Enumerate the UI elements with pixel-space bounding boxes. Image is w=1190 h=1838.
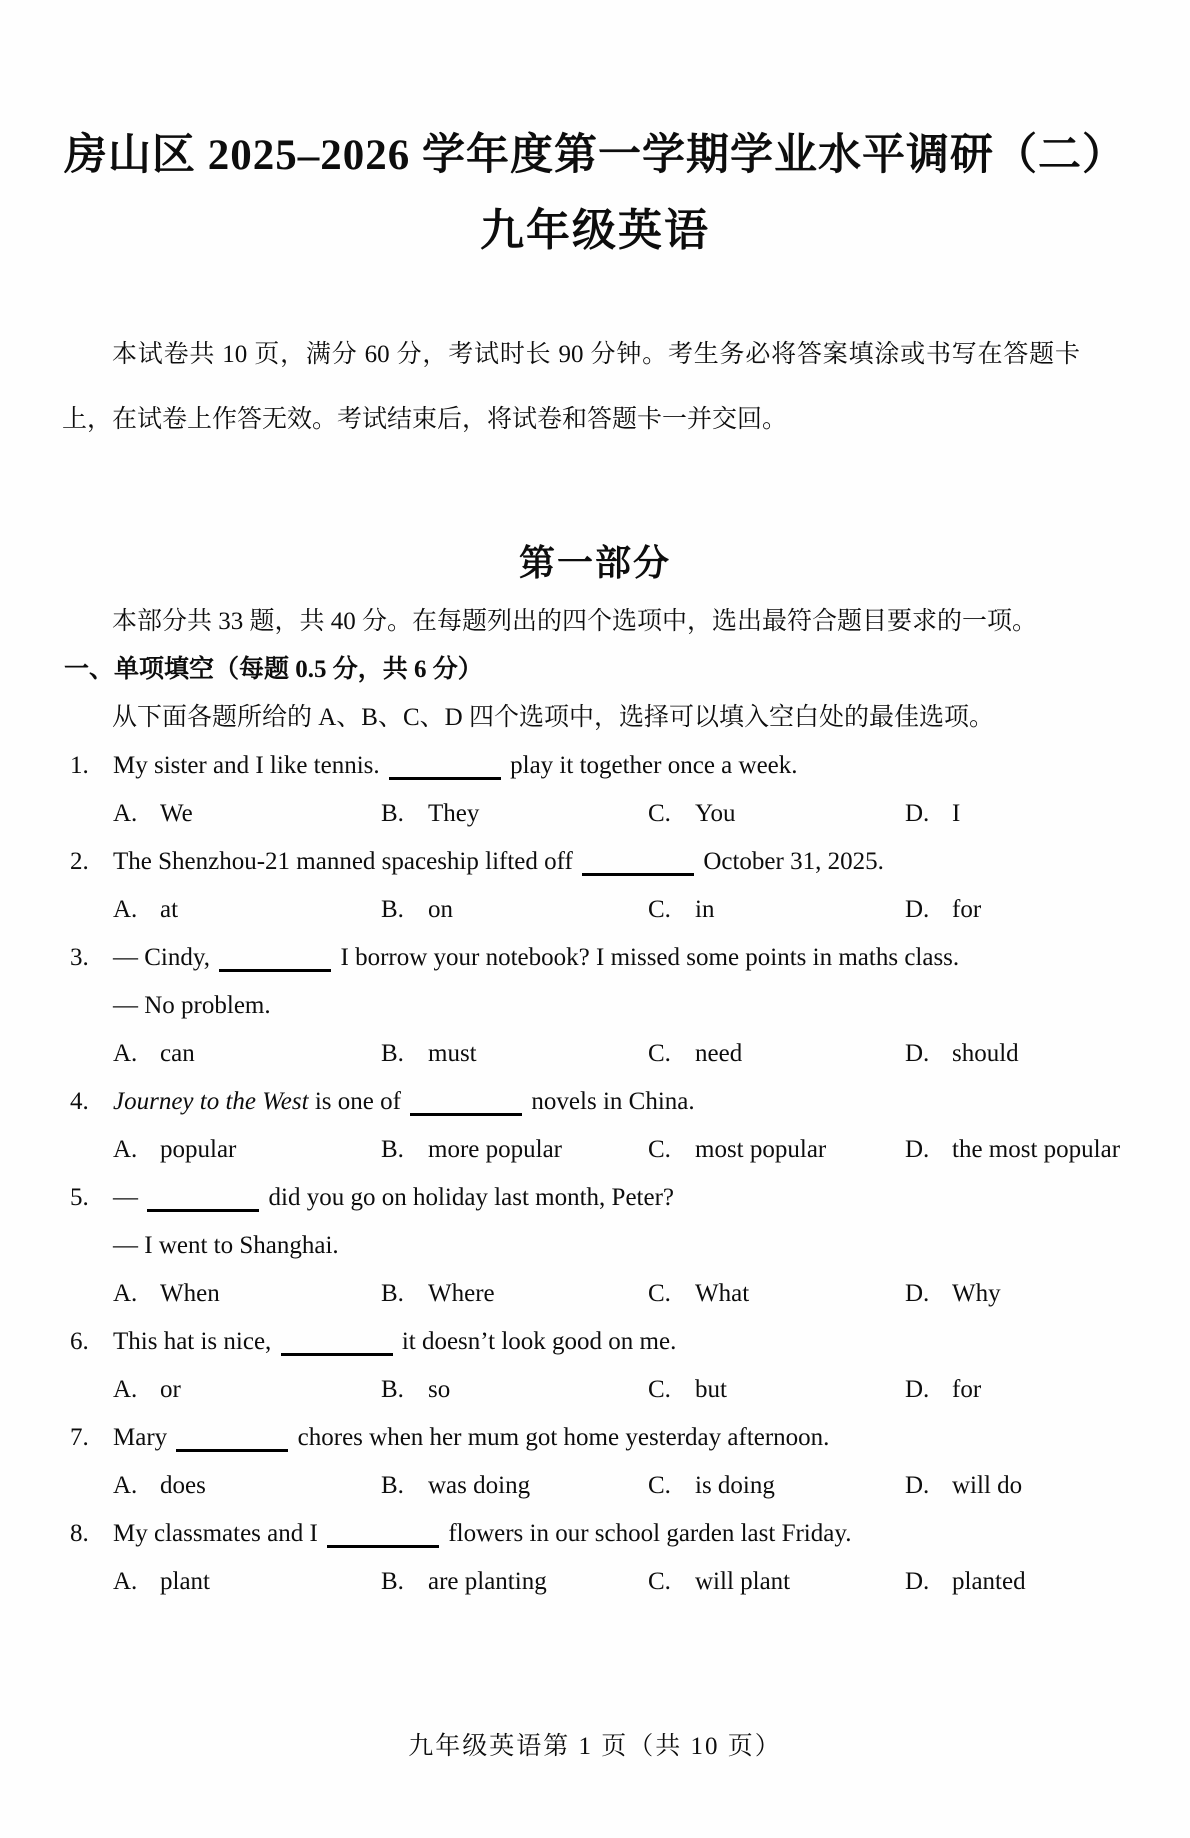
answer-blank-line (176, 1419, 288, 1452)
option-letter: A. (113, 800, 138, 827)
option-letter: C. (648, 1280, 671, 1307)
answer-option (113, 1366, 381, 1414)
option-text: most popular (695, 1136, 827, 1163)
question-options-row (0, 1558, 1190, 1606)
section1-heading: 一、单项填空（每题 0.5 分，共 6 分） (64, 656, 483, 683)
option-text: so (428, 1376, 451, 1403)
option-letter: A. (113, 1472, 138, 1499)
question-number: 2. (70, 848, 89, 875)
option-text: does (160, 1472, 206, 1499)
answer-option (648, 1366, 905, 1414)
answer-blank-line (410, 1083, 522, 1116)
answer-option (905, 1270, 1001, 1318)
part1-heading: 第一部分 (518, 543, 671, 583)
option-letter: A. (113, 1376, 138, 1403)
answer-blank-line (147, 1179, 259, 1212)
option-letter: D. (905, 1040, 930, 1067)
answer-option (648, 790, 905, 838)
option-text: planted (952, 1568, 1026, 1595)
option-text: the most popular (952, 1136, 1121, 1163)
option-text: for (952, 896, 982, 923)
answer-option (381, 1558, 648, 1606)
option-text: on (428, 896, 453, 923)
option-text: will plant (695, 1568, 791, 1595)
option-text: We (160, 800, 193, 827)
option-text: popular (160, 1136, 237, 1163)
option-letter: A. (113, 1568, 138, 1595)
answer-option (113, 1030, 381, 1078)
stem-text: flowers in our school garden last Friday. (442, 1520, 852, 1547)
question-number: 6. (70, 1328, 89, 1355)
answer-option (113, 1462, 381, 1510)
question-options-row (0, 1270, 1190, 1318)
option-text: or (160, 1376, 181, 1403)
answer-option (905, 1558, 1026, 1606)
answer-option (905, 1030, 1019, 1078)
answer-option (905, 886, 981, 934)
stem-text: Mary (113, 1424, 174, 1451)
option-letter: B. (381, 800, 404, 827)
option-text: in (695, 896, 715, 923)
answer-option (648, 1462, 905, 1510)
stem-text: chores when her mum got home yesterday afternoon. (291, 1424, 830, 1451)
stem-text: This hat is nice, (113, 1328, 278, 1355)
answer-option (381, 1462, 648, 1510)
option-letter: C. (648, 1568, 671, 1595)
option-text: Where (428, 1280, 495, 1307)
answer-option (905, 1126, 1120, 1174)
question-stem-line (0, 1510, 1190, 1558)
question-number: 8. (70, 1520, 89, 1547)
answer-option (648, 1030, 905, 1078)
stem-text: My classmates and I (113, 1520, 325, 1547)
question-options-row (0, 1126, 1190, 1174)
stem-text: October 31, 2025. (697, 848, 884, 875)
exam-subject: 九年级英语 (480, 206, 710, 255)
answer-option (381, 1126, 648, 1174)
answer-blank-line (219, 939, 331, 972)
question-stem-line (0, 838, 1190, 886)
answer-option (381, 1030, 648, 1078)
question-number: 4. (70, 1088, 89, 1115)
option-letter: B. (381, 1472, 404, 1499)
option-letter: C. (648, 1472, 671, 1499)
question-number: 1. (70, 752, 89, 779)
question-list (0, 742, 1190, 1606)
part1-intro: 本部分共 33 题，共 40 分。在每题列出的四个选项中，选出最符合题目要求的一项。 (112, 608, 1038, 635)
answer-blank-line (327, 1515, 439, 1548)
question-stem-line (0, 1174, 1190, 1222)
question-number: 5. (70, 1184, 89, 1211)
option-text: You (695, 800, 736, 827)
question-stem-line (0, 1414, 1190, 1462)
stem-text: My sister and I like tennis. (113, 752, 386, 779)
stem-text: novels in China. (525, 1088, 695, 1115)
option-text: plant (160, 1568, 210, 1595)
option-letter: D. (905, 800, 930, 827)
question-options-row (0, 790, 1190, 838)
question-number: 3. (70, 944, 89, 971)
option-letter: A. (113, 1136, 138, 1163)
option-letter: D. (905, 1568, 930, 1595)
question-number: 7. (70, 1424, 89, 1451)
stem-text: — (113, 1184, 145, 1211)
question-options-row (0, 1366, 1190, 1414)
option-text: should (952, 1040, 1019, 1067)
section1-instruction: 从下面各题所给的 A、B、C、D 四个选项中，选择可以填入空白处的最佳选项。 (112, 704, 994, 731)
answer-option (113, 790, 381, 838)
answer-option (113, 886, 381, 934)
option-text: When (160, 1280, 220, 1307)
option-text: What (695, 1280, 750, 1307)
answer-option (905, 790, 960, 838)
option-letter: B. (381, 1568, 404, 1595)
answer-option (648, 1126, 905, 1174)
option-text: need (695, 1040, 743, 1067)
answer-blank-line (281, 1323, 393, 1356)
option-text: must (428, 1040, 477, 1067)
answer-option (381, 1270, 648, 1318)
question-dialogue-line: — I went to Shanghai. (113, 1232, 339, 1259)
option-text: at (160, 896, 179, 923)
question-options-row (0, 1030, 1190, 1078)
option-text: was doing (428, 1472, 531, 1499)
stem-text: it doesn’t look good on me. (395, 1328, 677, 1355)
option-letter: C. (648, 1040, 671, 1067)
answer-blank-line (582, 843, 694, 876)
answer-option (905, 1462, 1022, 1510)
option-letter: A. (113, 1280, 138, 1307)
answer-option (381, 886, 648, 934)
stem-text: play it together once a week. (503, 752, 798, 779)
option-letter: C. (648, 896, 671, 923)
stem-text: is one of (308, 1088, 408, 1115)
option-letter: C. (648, 800, 671, 827)
page-footer: 九年级英语第 1 页（共 10 页） (408, 1733, 782, 1760)
option-letter: B. (381, 1136, 404, 1163)
stem-text: did you go on holiday last month, Peter? (262, 1184, 675, 1211)
option-letter: D. (905, 1376, 930, 1403)
question-stem-line (0, 1078, 1190, 1126)
answer-option (648, 1558, 905, 1606)
option-text: is doing (695, 1472, 775, 1499)
answer-option (113, 1558, 381, 1606)
answer-option (648, 1270, 905, 1318)
option-text: more popular (428, 1136, 562, 1163)
option-text: can (160, 1040, 195, 1067)
question-options-row (0, 886, 1190, 934)
option-text: Why (952, 1280, 1001, 1307)
question-stem-line (0, 934, 1190, 982)
answer-option (113, 1270, 381, 1318)
book-title-italic: Journey to the West (113, 1088, 309, 1115)
option-letter: B. (381, 1376, 404, 1403)
option-letter: B. (381, 1040, 404, 1067)
option-letter: C. (648, 1376, 671, 1403)
question-options-row (0, 1462, 1190, 1510)
exam-title: 房山区 2025–2026 学年度第一学期学业水平调研（二） (64, 132, 1126, 179)
option-text: will do (952, 1472, 1023, 1499)
option-letter: B. (381, 896, 404, 923)
option-letter: D. (905, 1136, 930, 1163)
option-letter: B. (381, 1280, 404, 1307)
option-letter: D. (905, 1280, 930, 1307)
stem-text: I borrow your notebook? I missed some points in maths class. (334, 944, 960, 971)
option-letter: C. (648, 1136, 671, 1163)
option-letter: A. (113, 1040, 138, 1067)
option-letter: D. (905, 896, 930, 923)
answer-option (381, 790, 648, 838)
option-letter: A. (113, 896, 138, 923)
stem-text: The Shenzhou-21 manned spaceship lifted off (113, 848, 580, 875)
answer-option (381, 1366, 648, 1414)
answer-option (648, 886, 905, 934)
stem-text: — Cindy, (113, 944, 217, 971)
option-text: but (695, 1376, 727, 1403)
answer-blank-line (389, 747, 501, 780)
question-dialogue-line: — No problem. (113, 992, 271, 1019)
option-text: They (428, 800, 480, 827)
question-stem-line (0, 1318, 1190, 1366)
exam-notice: 本试卷共 10 页，满分 60 分，考试时长 90 分钟。考生务必将答案填涂或书写在答题卡上，在试卷上作答无效。考试结束后，将试卷和答题卡一并交回。 (62, 341, 1080, 433)
option-text: for (952, 1376, 982, 1403)
answer-option (113, 1126, 381, 1174)
option-text: are planting (428, 1568, 547, 1595)
answer-option (905, 1366, 981, 1414)
option-letter: D. (905, 1472, 930, 1499)
option-text: I (952, 800, 961, 827)
question-stem-line (0, 742, 1190, 790)
